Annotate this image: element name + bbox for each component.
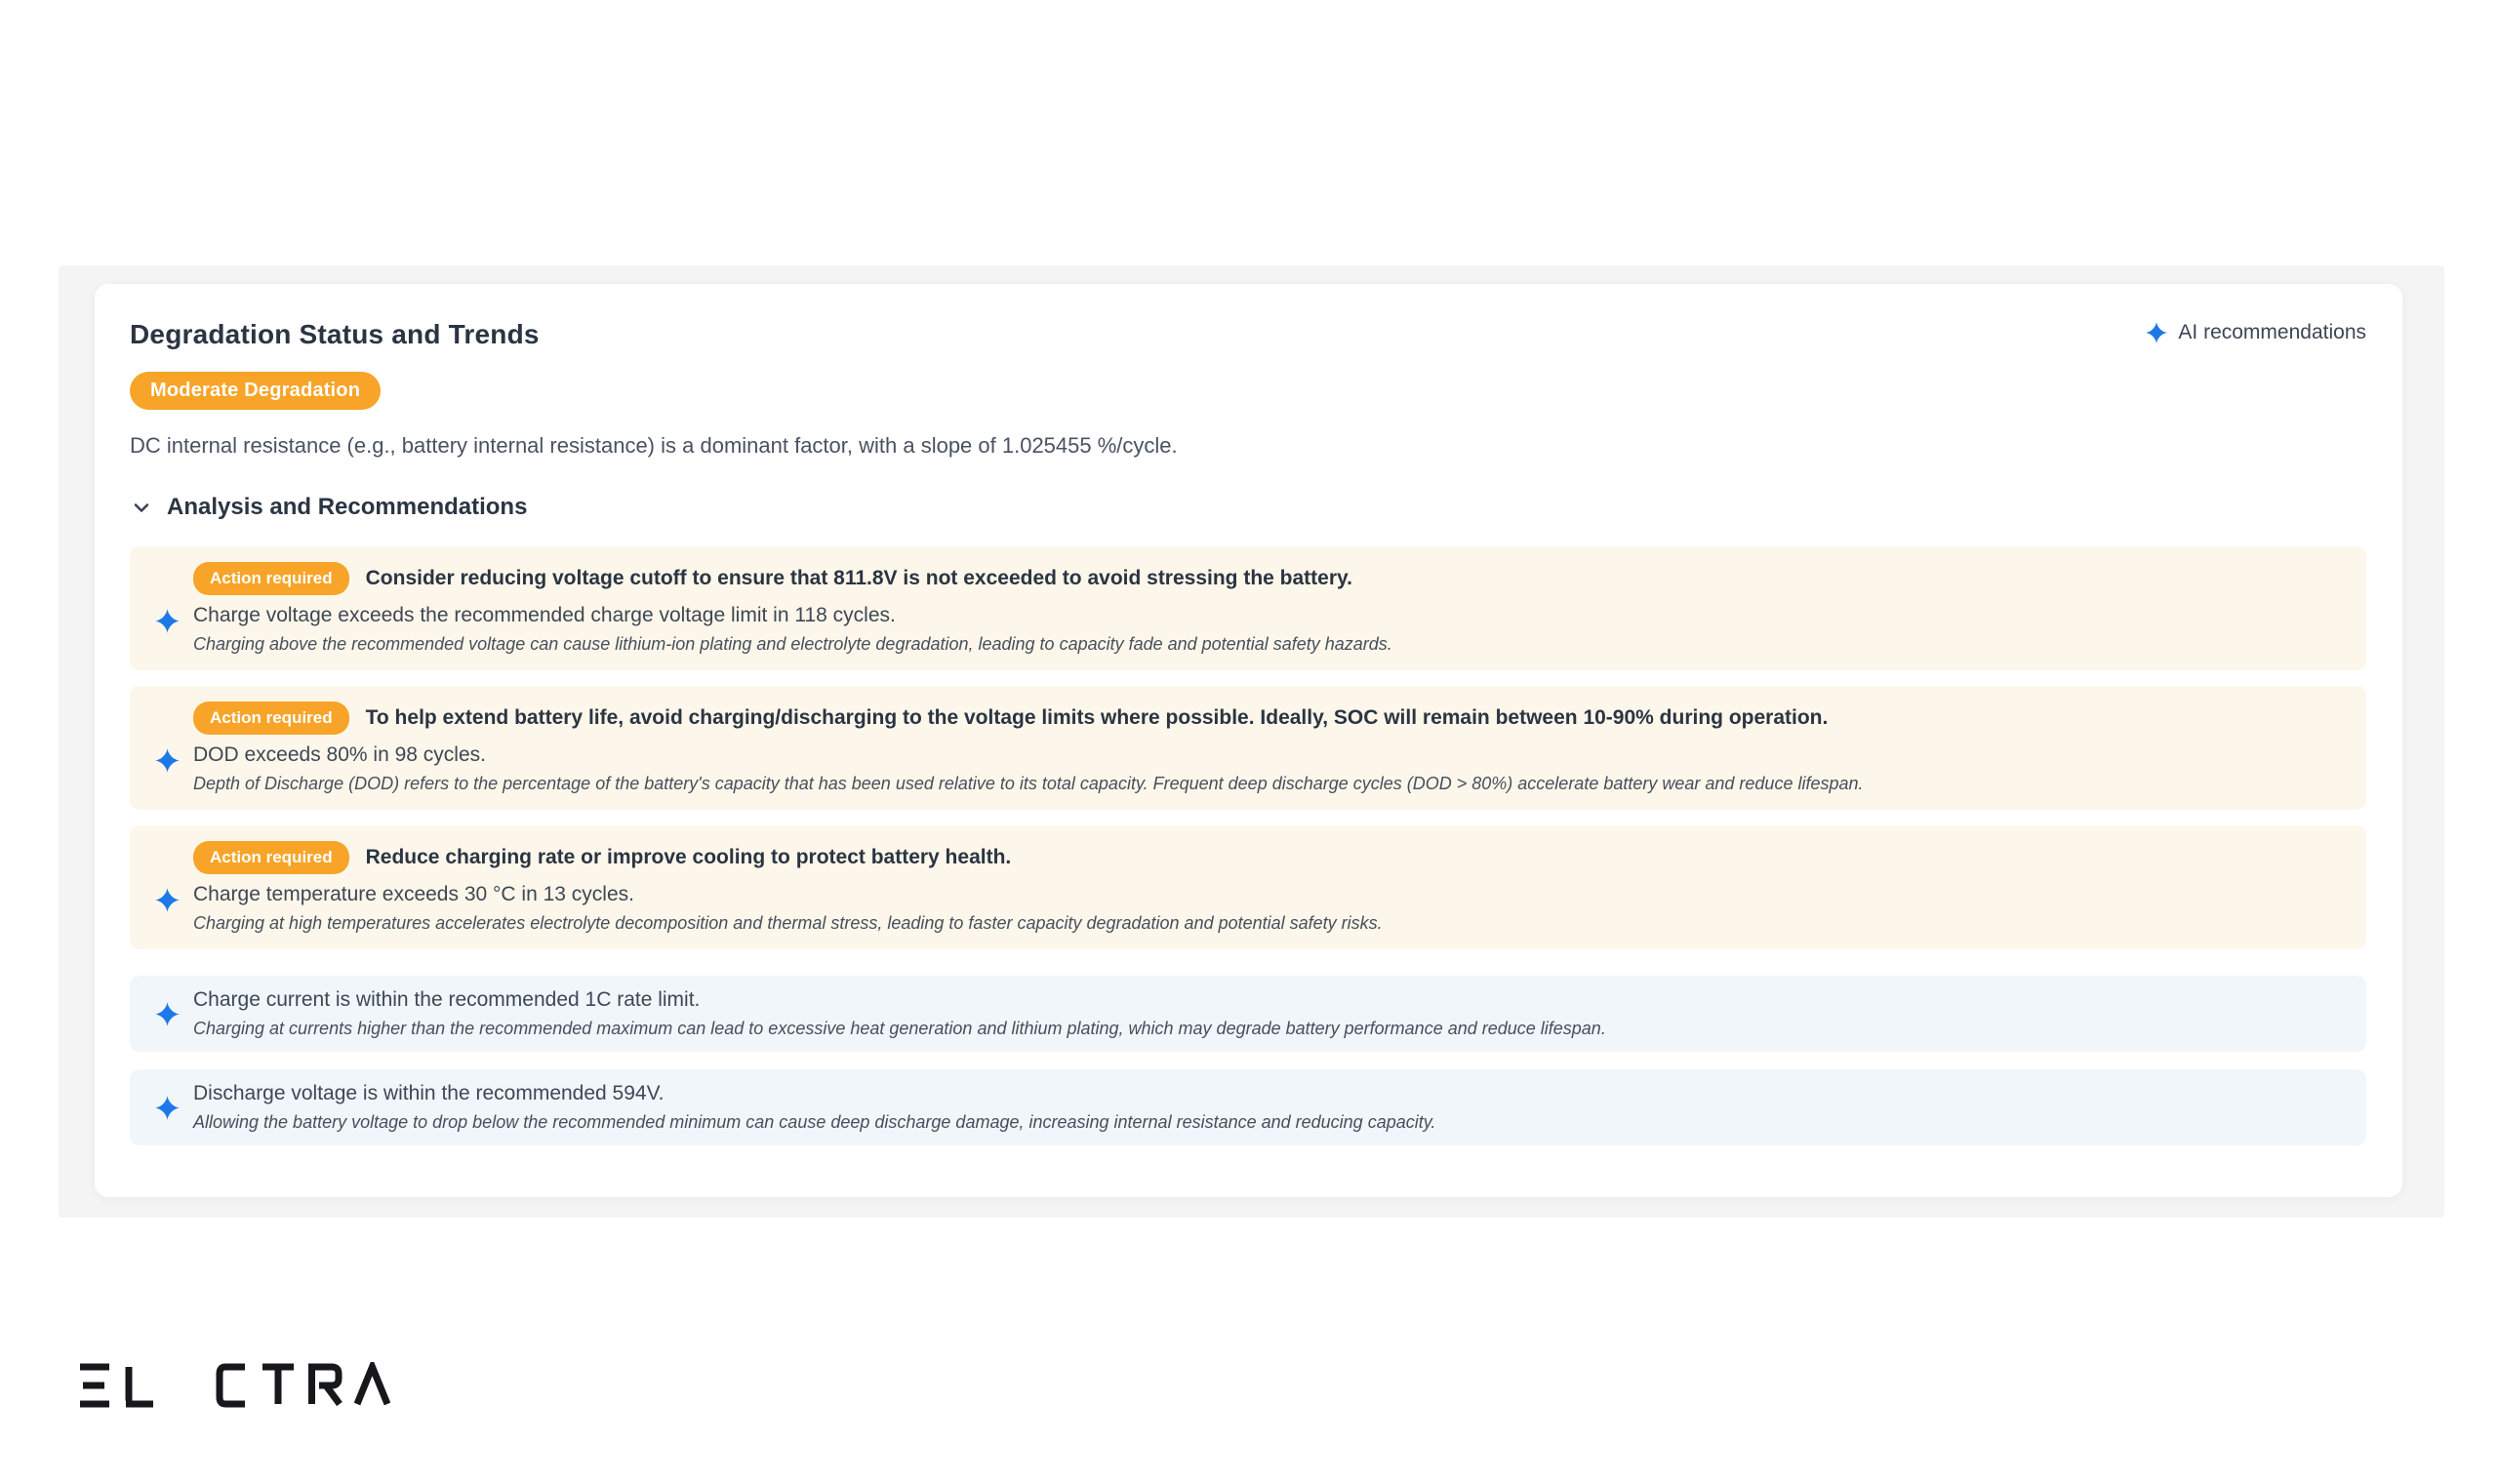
recommendation-content xyxy=(193,562,2339,655)
ai-recommendations-button[interactable] xyxy=(2145,321,2366,344)
recommendation-note: Charging at high temperatures accelerates electrolyte decomposition and thermal stress, leading to faster capacity degradation and potential safety risks. xyxy=(193,913,1383,933)
card-header xyxy=(130,319,2366,350)
recommendations-list xyxy=(130,546,2366,1145)
sparkle-icon xyxy=(154,988,193,1039)
sparkle-icon xyxy=(154,702,193,794)
sparkle-icon xyxy=(154,562,193,655)
recommendation-headline: Reduce charging rate or improve cooling to protect battery health. xyxy=(365,846,1012,868)
recommendation-note: Charging above the recommended voltage can cause lithium-ion plating and electrolyte degradation, leading to capacity fade and potential safety hazards. xyxy=(193,634,1392,654)
recommendation-content xyxy=(193,988,2339,1039)
degradation-status-card xyxy=(95,284,2402,1197)
recommendation-message: Charge current is within the recommended 1C rate limit. xyxy=(193,988,701,1011)
chevron-down-icon xyxy=(130,496,153,519)
recommendation-message: Discharge voltage is within the recommended 594V. xyxy=(193,1082,665,1104)
recommendation-message: DOD exceeds 80% in 98 cycles. xyxy=(193,743,486,766)
degradation-panel-background xyxy=(59,265,2444,1218)
recommendation-headline: Consider reducing voltage cutoff to ensure that 811.8V is not exceeded to avoid stressing the battery. xyxy=(365,567,1352,589)
recommendation-card-charge-temperature xyxy=(130,825,2366,949)
recommendation-card-dod xyxy=(130,686,2366,810)
sparkle-icon xyxy=(154,1082,193,1133)
action-required-badge: Action required xyxy=(193,562,349,595)
recommendation-content xyxy=(193,702,2339,794)
recommendation-card-charge-voltage xyxy=(130,546,2366,670)
recommendation-note: Allowing the battery voltage to drop below the recommended minimum can cause deep discharge damage, increasing internal resistance and reducing capacity. xyxy=(193,1112,1436,1132)
recommendation-message: Charge temperature exceeds 30 °C in 13 cycles. xyxy=(193,883,634,905)
recommendation-note: Charging at currents higher than the recommended maximum can lead to excessive heat generation and lithium plating, which may degrade battery performance and reduce lifespan. xyxy=(193,1019,1606,1038)
sparkle-icon xyxy=(154,841,193,934)
recommendation-headline: To help extend battery life, avoid charging/discharging to the voltage limits where possible. Ideally, SOC will remain between 10-90% during operation. xyxy=(365,706,1829,729)
recommendation-content xyxy=(193,1082,2339,1133)
status-badge: Moderate Degradation xyxy=(130,372,381,410)
sparkle-icon xyxy=(2145,321,2168,344)
action-required-badge: Action required xyxy=(193,841,349,874)
page-title: Degradation Status and Trends xyxy=(130,319,540,349)
ai-recommendations-label: AI recommendations xyxy=(2178,321,2366,343)
recommendation-message: Charge voltage exceeds the recommended charge voltage limit in 118 cycles. xyxy=(193,604,896,626)
recommendation-card-discharge-voltage xyxy=(130,1069,2366,1145)
summary-text: DC internal resistance (e.g., battery internal resistance) is a dominant factor, with a slope of 1.025455 %/cycle. xyxy=(130,433,1178,458)
electra-logo xyxy=(80,1362,402,1414)
analysis-section-toggle[interactable] xyxy=(130,494,2366,521)
recommendation-card-charge-current xyxy=(130,976,2366,1052)
recommendation-content xyxy=(193,841,2339,934)
recommendation-note: Depth of Discharge (DOD) refers to the percentage of the battery's capacity that has been used relative to its total capacity. Frequent deep discharge cycles (DOD > 80%) accelerate battery wear and reduce lifespan. xyxy=(193,774,1864,793)
action-required-badge: Action required xyxy=(193,702,349,735)
section-heading-label: Analysis and Recommendations xyxy=(167,494,528,520)
